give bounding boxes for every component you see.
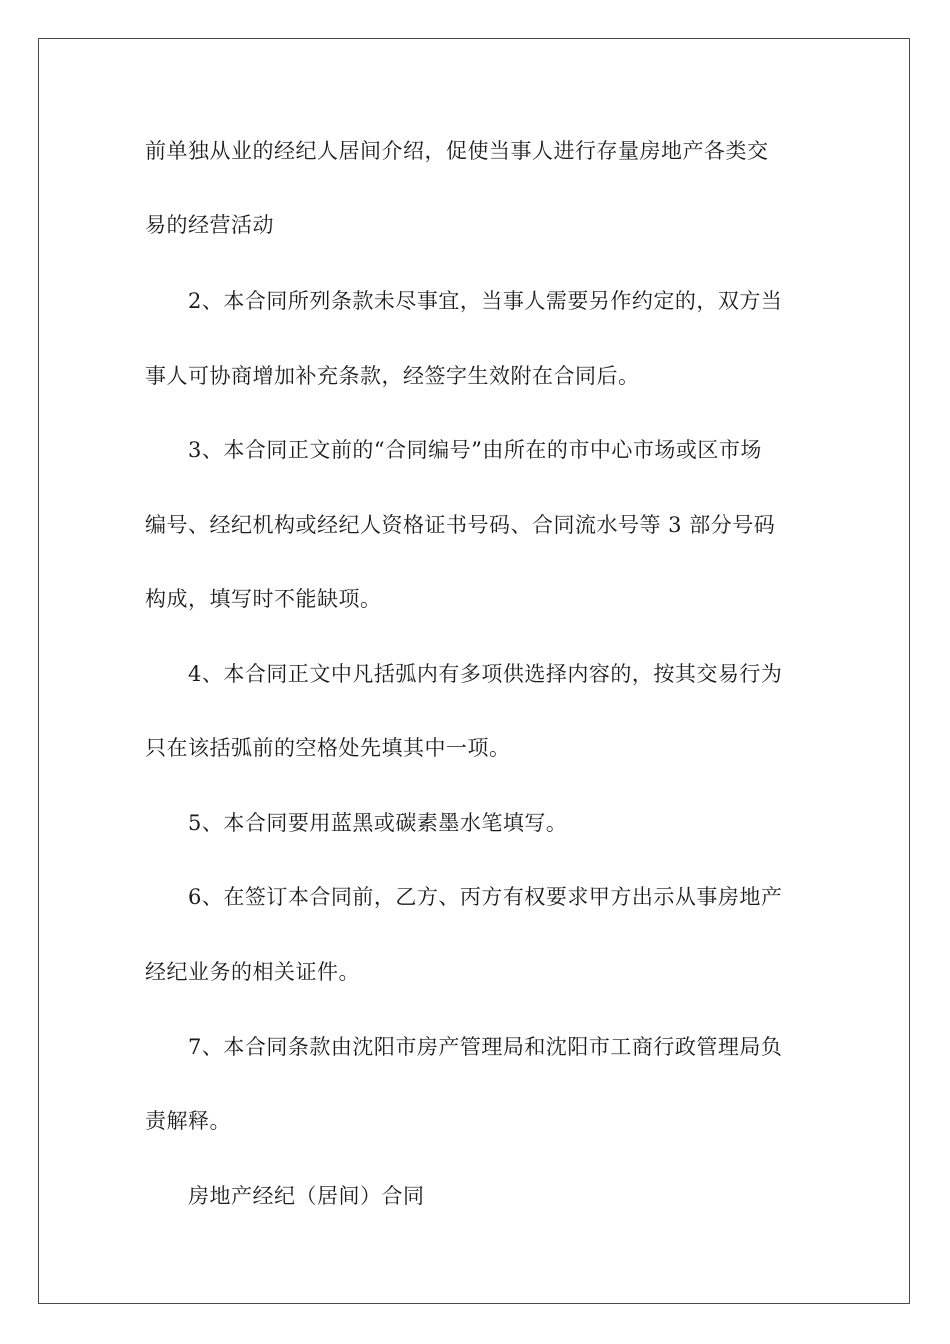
clause-3-line: 3、本合同正文前的“合同编号”由所在的市中心市场或区市场: [188, 438, 762, 462]
clause-2-line: 事人可协商增加补充条款，经签字生效附在合同后。: [145, 364, 640, 388]
clause-3-line: 编号、经纪机构或经纪人资格证书号码、合同流水号等 3 部分号码: [145, 513, 776, 537]
clause-4-line: 4、本合同正文中凡括弧内有多项供选择内容的，按其交易行为: [188, 662, 783, 686]
paragraph-line: 前单独从业的经纪人居间介绍，促使当事人进行存量房地产各类交: [145, 139, 769, 163]
clause-6-line: 6、在签订本合同前，乙方、丙方有权要求甲方出示从事房地产: [188, 885, 783, 909]
clause-7-line: 7、本合同条款由沈阳市房产管理局和沈阳市工商行政管理局负: [188, 1035, 783, 1059]
clause-5-line: 5、本合同要用蓝黑或碳素墨水笔填写。: [188, 811, 568, 835]
clause-6-line: 经纪业务的相关证件。: [145, 960, 360, 984]
paragraph-line: 易的经营活动: [145, 213, 274, 237]
clause-7-line: 责解释。: [145, 1109, 231, 1133]
clause-4-line: 只在该括弧前的空格处先填其中一项。: [145, 736, 511, 760]
contract-title: 房地产经纪（居间）合同: [188, 1184, 425, 1208]
clause-2-line: 2、本合同所列条款未尽事宜，当事人需要另作约定的，双方当: [188, 289, 783, 313]
clause-3-line: 构成，填写时不能缺项。: [145, 587, 382, 611]
